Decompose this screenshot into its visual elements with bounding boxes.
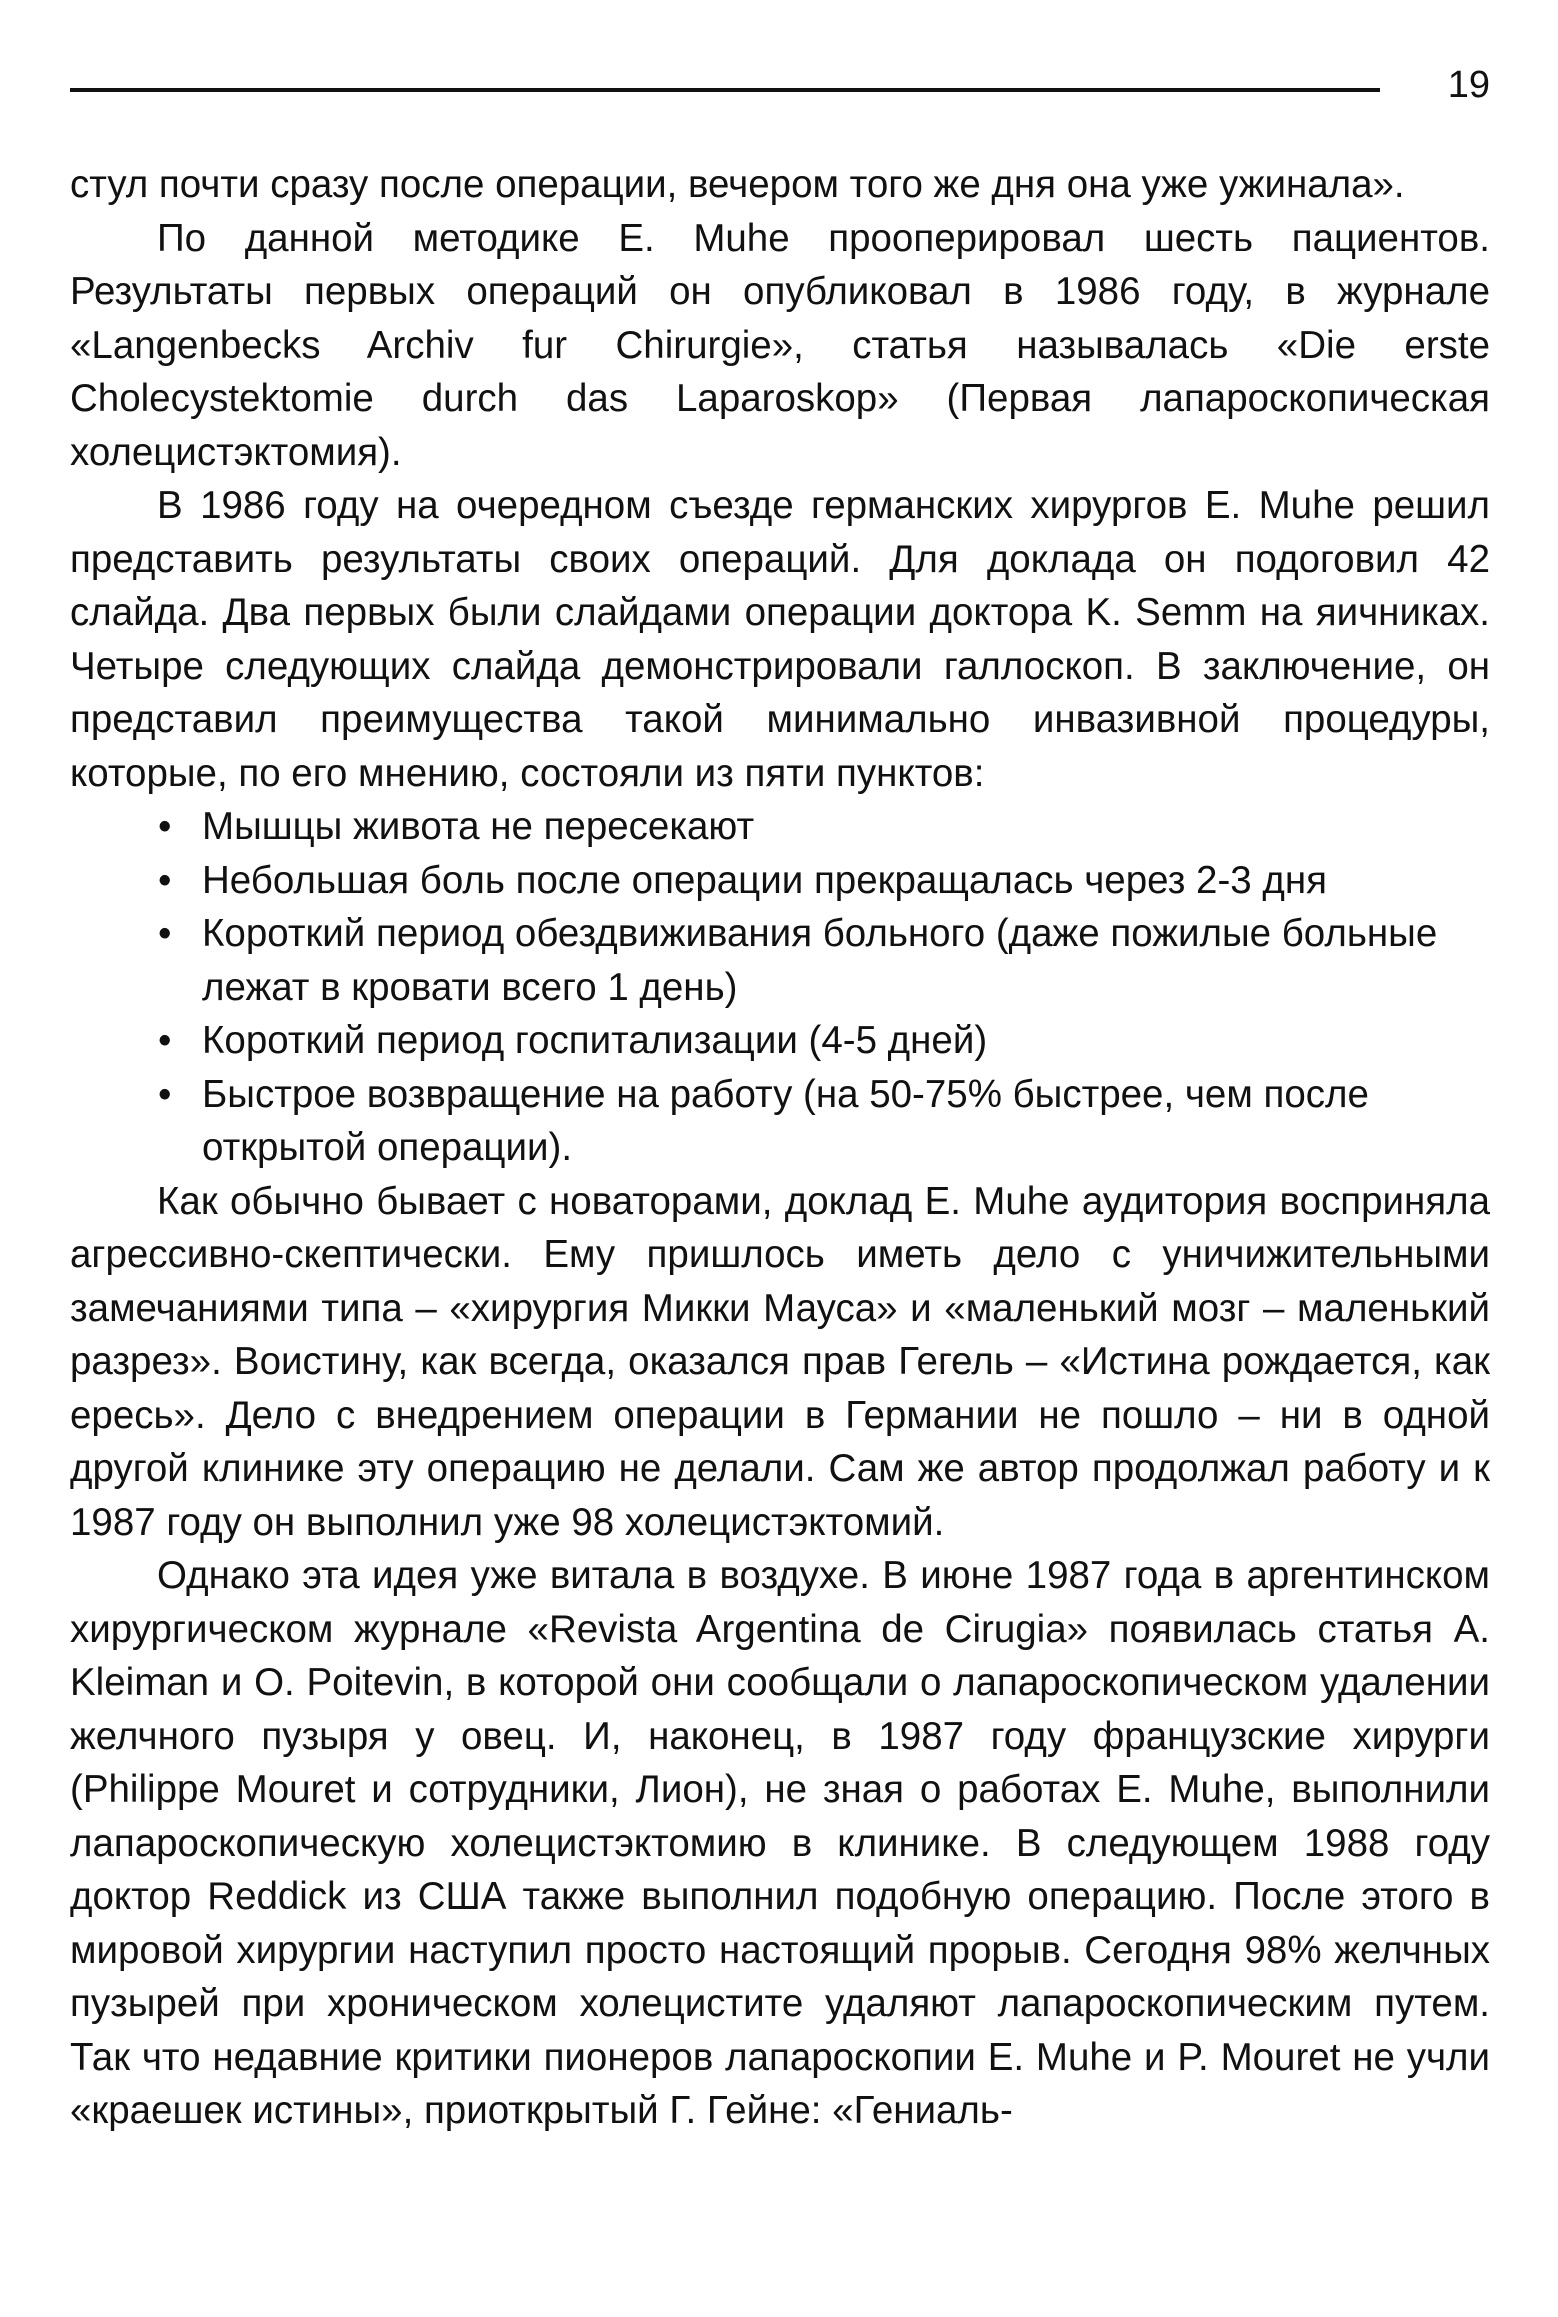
paragraph-muhe-publication: По данной методике E. Muhe прооперировал шесть пациентов. Результаты первых операций он опубликовал в 1986 году, в журнале «Langenbecks Archiv fur Chirurgie», статья называлась «Die erste Cholecystektomie durch das Laparoskop» (Первая лапароскопическая холецистэктомия).: [70, 216, 1490, 474]
paragraph-congress-report: В 1986 году на очередном съезде германских хирургов E. Muhe решил представить результаты своих операций. Для доклада он подоговил 42 слайда. Два первых были слайдами операции доктора K. Semm на яичниках. Четыре следующих слайда демонстрировали галлоскоп. В заключение, он представил преимущества такой минимально инвазивной процедуры, которые, по его мнению, состояли из пяти пунктов:: [70, 484, 1490, 795]
header-rule: [70, 88, 1380, 92]
list-item: [70, 854, 1490, 908]
bullet-icon: •: [158, 858, 172, 902]
page-body: [70, 158, 1490, 2138]
list-item-text: Короткий период госпитализации (4-5 дней): [202, 1019, 988, 1062]
list-item: [70, 1068, 1490, 1175]
book-page: [70, 60, 1490, 2138]
list-item-text: Быстрое возвращение на работу (на 50-75% быстрее, чем после открытой операции).: [202, 1072, 1369, 1169]
advantages-list: [70, 800, 1490, 1175]
list-item: [70, 1014, 1490, 1068]
page-number: 19: [1447, 64, 1490, 106]
list-item-text: Мышцы живота не пересекают: [202, 805, 755, 848]
list-item: [70, 800, 1490, 854]
bullet-icon: •: [158, 805, 172, 848]
list-item-text: Короткий период обездвиживания больного (даже пожилые больные лежат в кровати всего 1 день): [202, 912, 1438, 1009]
bullet-icon: •: [158, 912, 172, 955]
paragraph-continuation: стул почти сразу после операции, вечером того же дня она уже ужинала».: [70, 163, 1405, 206]
bullet-icon: •: [158, 1019, 172, 1062]
list-item-text: Небольшая боль после операции прекращалась через 2-3 дня: [202, 858, 1327, 902]
paragraph-reception: Как обычно бывает с новаторами, доклад E. Muhe аудитория восприняла агрессивно-скептически. Ему пришлось иметь дело с уничижительными замечаниями типа – «хирургия Микки Мауса» и «маленький мозг – маленький разрез». Воистину, как всегда, оказался прав Гегель – «Истина рождается, как ересь». Дело с внедрением операции в Германии не пошло – ни в одной другой клинике эту операцию не делали. Сам же автор продолжал работу и к 1987 году он выполнил уже 98 холецистэктомий.: [70, 1179, 1490, 1544]
paragraph-spread: Однако эта идея уже витала в воздухе. В июне 1987 года в аргентинском хирургическом журнале «Revista Argentina de Cirugia» появилась статья A. Kleiman и O. Poitevin, в которой они сообщали о лапароскопическом удалении желчного пузыря у овец. И, наконец, в 1987 году французские хирурги (Philippe Mouret и сотрудники, Лион), не зная о работах E. Muhe, выполнили лапароскопическую холецистэктомию в клинике. В следующем 1988 году доктор Reddick из США также выполнил подобную операцию. После этого в мировой хирургии наступил просто настоящий прорыв. Сегодня 98% желчных пузырей при хроническом холецистите удаляют лапароскопическим путем. Так что недавние критики пионеров лапароскопии E. Muhe и P. Mouret не учли «краешек истины», приоткрытый Г. Гейне: «Гениаль-: [70, 1554, 1490, 2132]
list-item: [70, 907, 1490, 1014]
bullet-icon: •: [158, 1072, 172, 1116]
page-header: [70, 60, 1490, 110]
